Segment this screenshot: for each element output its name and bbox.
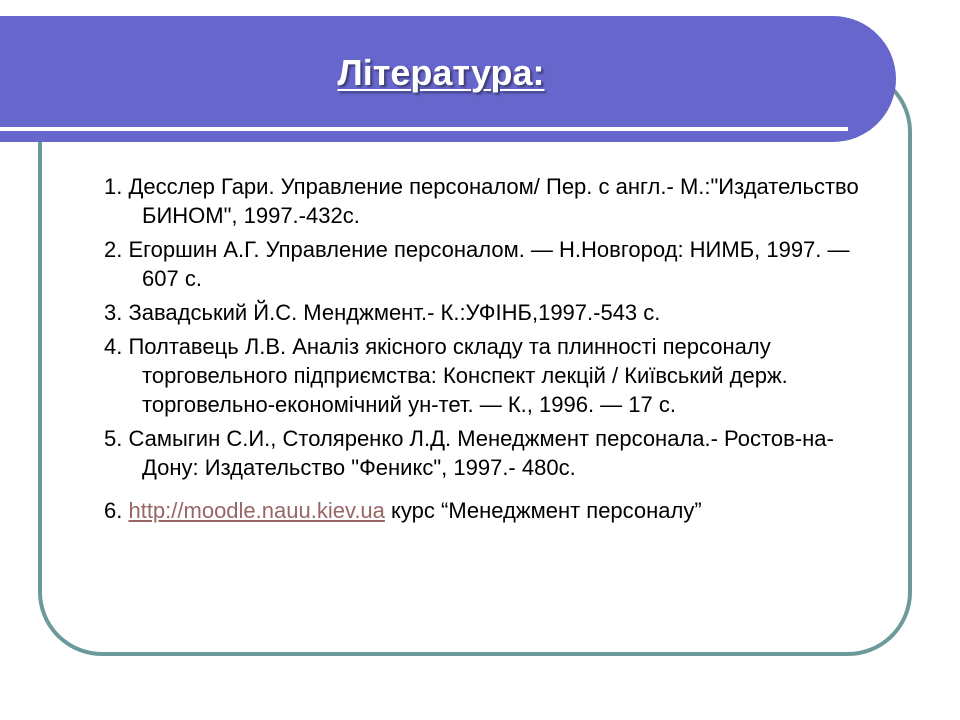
- reference-item-5: 5. Самыгин С.И., Столяренко Л.Д. Менеджмент персонала.- Ростов-на-Дону: Издательство "Феникс", 1997.- 480с.: [104, 426, 834, 480]
- references-list: [104, 172, 884, 530]
- reference-item-1: 1. Десслер Гари. Управление персоналом/ Пер. с англ.- М.:"Издательство БИНОМ", 1997.-432с.: [104, 174, 859, 228]
- reference-item-3: 3. Завадський Й.С. Менджмент.- К.:УФІНБ,1997.-543 с.: [104, 300, 661, 325]
- slide-title: Література:: [337, 52, 545, 93]
- reference-item-4: 4. Полтавець Л.В. Аналіз якісного складу та плинності персоналу торговельного підприємства: Конспект лекцій / Київський держ. торговельно-економічний ун-тет. — К., 1996. — 17 с.: [104, 334, 788, 417]
- moodle-link[interactable]: http://moodle.nauu.kiev.ua: [128, 498, 385, 523]
- reference-item-6: [104, 496, 884, 525]
- reference-item-2: 2. Егоршин А.Г. Управление персоналом. — Н.Новгород: НИМБ, 1997. —607 с.: [104, 237, 850, 291]
- title-divider: [0, 127, 848, 131]
- reference-item-6-suffix: курс “Менеджмент персоналу”: [384, 498, 702, 523]
- reference-item-6-prefix: 6.: [104, 498, 129, 523]
